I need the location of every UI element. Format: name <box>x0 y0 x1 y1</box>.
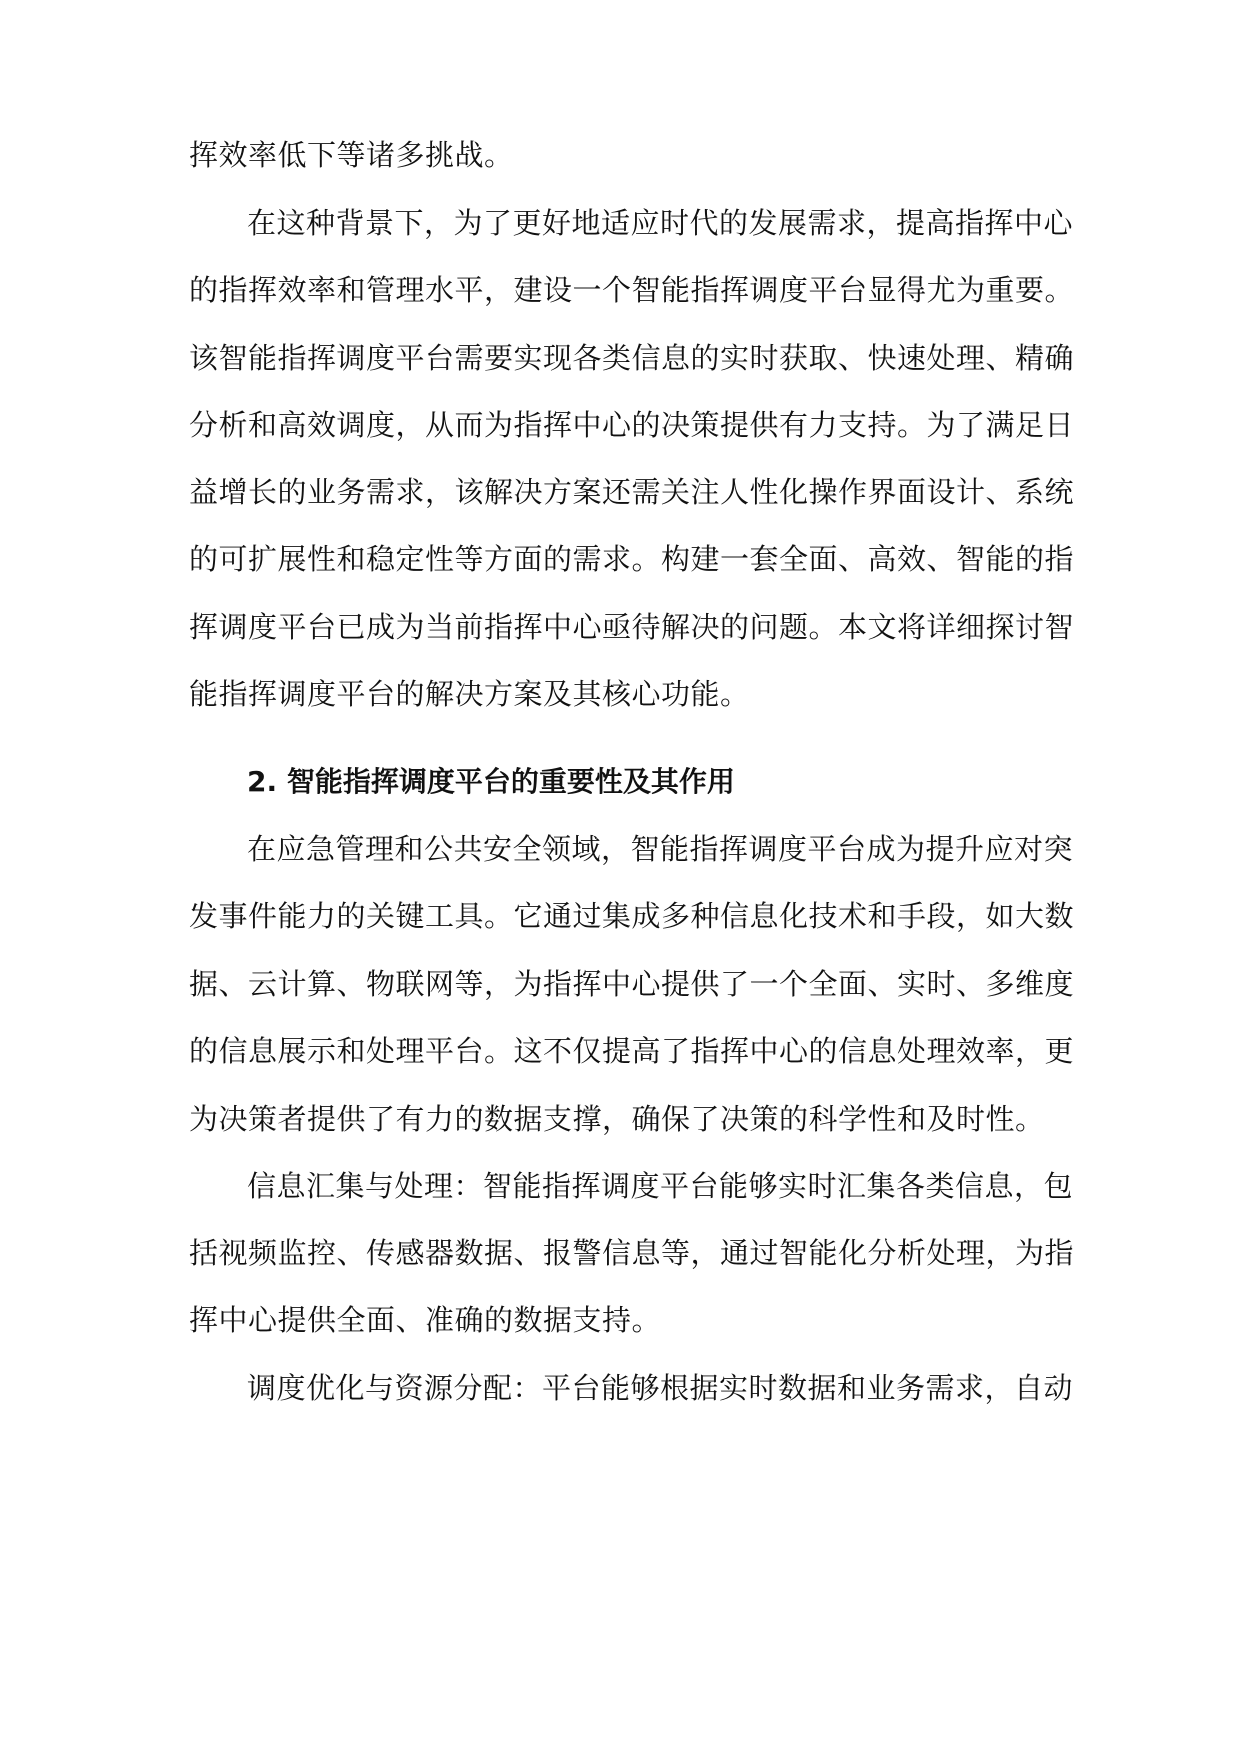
paragraph-line: 益增长的业务需求，该解决方案还需关注人性化操作界面设计、系统 <box>189 475 1075 509</box>
paragraph-line: 调度优化与资源分配：平台能够根据实时数据和业务需求，自动 <box>247 1371 1074 1405</box>
paragraph-line: 据、云计算、物联网等，为指挥中心提供了一个全面、实时、多维度 <box>189 967 1075 1001</box>
section-heading: 2. 智能指挥调度平台的重要性及其作用 <box>247 765 735 798</box>
paragraph-line: 分析和高效调度，从而为指挥中心的决策提供有力支持。为了满足日 <box>189 408 1075 442</box>
paragraph-line: 的可扩展性和稳定性等方面的需求。构建一套全面、高效、智能的指 <box>189 542 1075 576</box>
paragraph-line: 发事件能力的关键工具。它通过集成多种信息化技术和手段，如大数 <box>189 899 1075 933</box>
paragraph-line: 挥调度平台已成为当前指挥中心亟待解决的问题。本文将详细探讨智 <box>189 610 1075 644</box>
paragraph-line: 信息汇集与处理：智能指挥调度平台能够实时汇集各类信息，包 <box>247 1169 1074 1203</box>
paragraph-line: 挥效率低下等诸多挑战。 <box>189 138 514 172</box>
paragraph-line: 能指挥调度平台的解决方案及其核心功能。 <box>189 677 750 711</box>
paragraph-line: 为决策者提供了有力的数据支撑，确保了决策的科学性和及时性。 <box>189 1102 1045 1136</box>
paragraph-line: 的指挥效率和管理水平，建设一个智能指挥调度平台显得尤为重要。 <box>189 273 1075 307</box>
paragraph-line: 括视频监控、传感器数据、报警信息等，通过智能化分析处理，为指 <box>189 1236 1075 1270</box>
paragraph-line: 在应急管理和公共安全领域，智能指挥调度平台成为提升应对突 <box>247 832 1074 866</box>
paragraph-line: 在这种背景下，为了更好地适应时代的发展需求，提高指挥中心 <box>247 206 1074 240</box>
paragraph-line: 挥中心提供全面、准确的数据支持。 <box>189 1303 662 1337</box>
paragraph-line: 该智能指挥调度平台需要实现各类信息的实时获取、快速处理、精确 <box>189 341 1075 375</box>
paragraph-line: 的信息展示和处理平台。这不仅提高了指挥中心的信息处理效率，更 <box>189 1034 1075 1068</box>
